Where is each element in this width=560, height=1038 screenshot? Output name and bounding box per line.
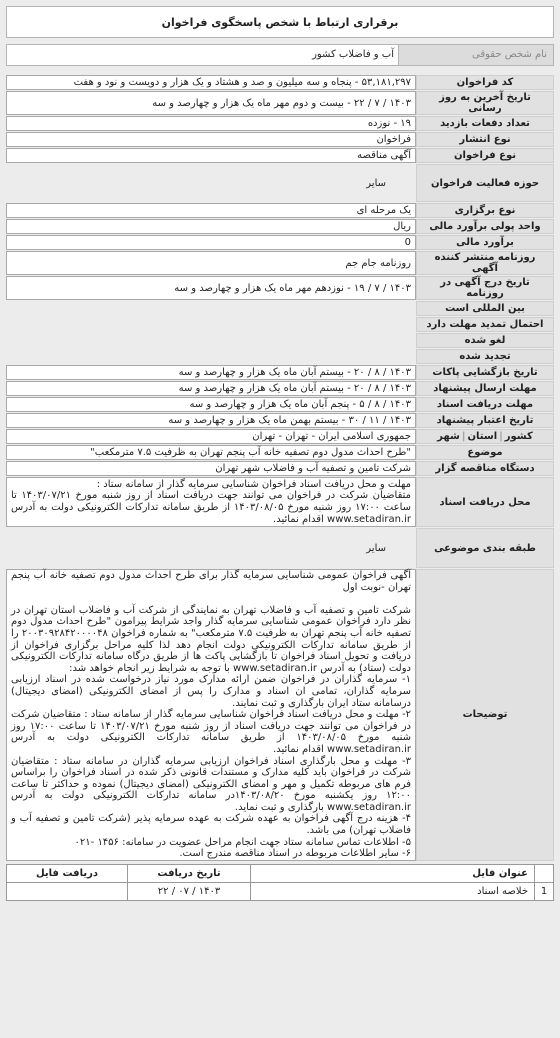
- location-value: جمهوری اسلامی ایران - تهران - تهران: [6, 429, 416, 444]
- file-index: 1: [535, 882, 554, 900]
- stage-type-label: نوع برگزاری: [416, 203, 554, 218]
- file-title: خلاصه اسناد: [251, 882, 535, 900]
- newspaper-date-label: تاریخ درج آگهی در روزنامه: [416, 276, 554, 300]
- files-download-header: دریافت فایل: [7, 864, 128, 882]
- extension-label: احتمال تمدید مهلت دارد: [416, 317, 554, 332]
- newspaper-date-value: ۱۴۰۳ / ۷ / ۱۹ - نوزدهم مهر ماه یک هزار و چهارصد و سه: [6, 276, 416, 300]
- topic-class-label: طبقه بندی موضوعی: [416, 528, 554, 568]
- cancelled-label: لغو شده: [416, 333, 554, 348]
- files-title-header: عنوان فایل: [251, 864, 535, 882]
- update-date-label: تاریخ آخرین به روز رسانی: [416, 91, 554, 115]
- envelope-open-label: تاریخ بازگشایی پاکات: [416, 365, 554, 380]
- activity-area-label: حوزه فعالیت فراخوان: [416, 164, 554, 202]
- publish-type-label: نوع انتشار: [416, 132, 554, 147]
- international-value: [6, 301, 416, 316]
- call-type-value: آگهی مناقصه: [6, 148, 416, 163]
- description-label: توضیحات: [416, 569, 554, 861]
- files-header-row: [7, 864, 554, 882]
- cancelled-value: [6, 333, 416, 348]
- publish-type-value: فراخوان: [6, 132, 416, 147]
- page: [6, 6, 554, 901]
- files-index-header: [535, 864, 554, 882]
- renewed-label: تجدید شده: [416, 349, 554, 364]
- file-download-link[interactable]: [7, 882, 128, 900]
- currency-label: واحد پولی برآورد مالی: [416, 219, 554, 234]
- subject-value: "طرح احداث مدول دوم تصفیه خانه آب پنجم تهران به ظرفیت ۷.۵ مترمکعب": [6, 445, 416, 460]
- newspaper-label: روزنامه منتشر کننده آگهی: [416, 251, 554, 275]
- files-date-header: تاریخ دریافت: [128, 864, 251, 882]
- contact-responder-button[interactable]: برقراری ارتباط با شخص پاسخگوی فراخوان: [6, 6, 554, 38]
- province-label: استان: [467, 431, 498, 442]
- bid-deadline-label: مهلت ارسال پیشنهاد: [416, 381, 554, 396]
- file-date: ۱۴۰۳ / ۰۷ / ۲۲: [128, 882, 251, 900]
- estimate-value: 0: [6, 235, 416, 250]
- subject-label: موضوع: [416, 445, 554, 460]
- legal-person-field: آب و فاضلاب کشور: [7, 45, 399, 65]
- doc-place-label: محل دریافت اسناد: [416, 477, 554, 527]
- call-type-label: نوع فراخوان: [416, 148, 554, 163]
- validity-value: ۱۴۰۳ / ۱۱ / ۳۰ - بیستم بهمن ماه یک هزار و چهارصد و سه: [6, 413, 416, 428]
- activity-area-value: سایر: [6, 164, 416, 202]
- doc-deadline-label: مهلت دریافت اسناد: [416, 397, 554, 412]
- envelope-open-value: ۱۴۰۳ / ۸ / ۲۰ - بیستم آبان ماه یک هزار و چهارصد و سه: [6, 365, 416, 380]
- location-label: کشور|استان|شهر: [416, 429, 554, 444]
- legal-person-label: نام شخص حقوقی: [399, 45, 553, 65]
- update-date-value: ۱۴۰۳ / ۷ / ۲۲ - بیست و دوم مهر ماه یک هزار و چهارصد و سه: [6, 91, 416, 115]
- table-row: [7, 882, 554, 900]
- doc-place-value: مهلت و محل دریافت اسناد فراخوان شناسایی سرمایه گذار از سامانه ستاد : متقاضیان شرکت در فراخوان می توانند جهت دریافت اسناد از روز شنبه مورخ ۱۴۰۳/۰۷/۲۱ تا ساعت ۱۷:۰۰ روز شنبه مورخ ۱۴۰۳/۰۸/۰۵ از طریق سامانه تدارکات الکترونیکی دولت به آدرس www.setadiran.ir اقدام نمائید.: [6, 477, 416, 527]
- views-value: ۱۹ - نوزده: [6, 116, 416, 131]
- renewed-value: [6, 349, 416, 364]
- files-table: [6, 864, 554, 901]
- estimate-label: برآورد مالی: [416, 235, 554, 250]
- currency-value: ریال: [6, 219, 416, 234]
- city-label: شهر: [437, 431, 460, 442]
- stage-type-value: یک مرحله ای: [6, 203, 416, 218]
- tender-details: [6, 74, 554, 862]
- doc-deadline-value: ۱۴۰۳ / ۸ / ۵ - پنجم آبان ماه یک هزار و چهارصد و سه: [6, 397, 416, 412]
- bid-deadline-value: ۱۴۰۳ / ۸ / ۲۰ - بیستم آبان ماه یک هزار و چهارصد و سه: [6, 381, 416, 396]
- organizer-value: شرکت تامین و تصفیه آب و فاضلاب شهر تهران: [6, 461, 416, 476]
- topic-class-value: سایر: [6, 528, 416, 568]
- contact-row: [6, 44, 554, 66]
- newspaper-value: روزنامه جام جم: [6, 251, 416, 275]
- organizer-label: دستگاه مناقصه گزار: [416, 461, 554, 476]
- description-value: آگهی فراخوان عمومی شناسایی سرمایه گذار برای طرح احداث مدول دوم تصفیه خانه آب پنجم تهران -نوبت اول شرکت تامین و تصفیه آب و فاضلاب تهران به نمایندگی از شرکت آب و فاضلاب استان تهران در نظر دارد فراخوان عمومی شناسایی سرمایه گذار واجد شرایط پیرامون "طرح احداث مدول دوم تصفیه خانه آب پنجم تهران به ظرفیت ۷.۵ مترمکعب" به شماره فراخوان ۲۰۰۳۰۹۲۸۴۲۰۰۰۰۴۸ را از طریق سامانه تدارکات الکترونیکی دولت انجام دهد لذا کلیه مراحل برگزاری فراخوان از دریافت و تحویل اسناد فراخوان تا بازگشایی پاکت ها از طریق درگاه سامانه تدارکات الکترونیکی دولت (ستاد) به آدرس www.setadiran.ir با توجه به شرایط زیر انجام خواهد شد: ۱- سرمایه گذاران در فراخوان ضمن ارائه مدارک مورد نیاز درخواست شده در اسناد ارزیابی سرمایه گذاران، تمامی ان اسناد و مدارک را پس از امضای الکترونیکی (امضای دیجیتال) درسامانه ستاد ایران بارگذاری و ثبت نمایند. ۲- مهلت و محل دریافت اسناد فراخوان شناسایی سرمایه گذار از سامانه ستاد : متقاضیان شرکت در فراخوان می توانند جهت دریافت اسناد از روز شنبه مورخ ۱۴۰۳/۰۷/۲۱ تا ساعت ۱۷:۰۰ روز شنبه مورخ ۱۴۰۳/۰۸/۰۵ از طریق سامانه تدارکات الکترونیکی دولت به آدرس www.setadiran.ir اقدام نمائید. ۳- مهلت و محل بارگذاری اسناد فراخوان ارزیابی سرمایه گذاران در سامانه ستاد : متقاضیان شرکت در فراخوان باید کلیه مدارک و مستندات قانونی ذکر شده در اسناد فراخوان را براساس فرم های مربوطه تکمیل و مهر و امضای الکترونیکی (امضای دیجیتال) نموده و حداکثر تا ساعت ۱۲:۰۰ روز یکشنبه مورخ ۱۴۰۳/۰۸/۲۰در سامانه تدارکات الکترونیکی دولت به آدرس www.setadiran.ir بارگذاری و ثبت نماید. ۴- هزینه درج آگهی فراخوان به عهده شرکت به عهده سرمایه پذیر (شرکت تامین و تصفیه آب و فاضلاب تهران) می باشد. ۵- اطلاعات تماس سامانه ستاد جهت انجام مراحل عضویت در سامانه: ۱۴۵۶ -۰۲۱ ۶- سایر اطلاعات مربوطه در اسناد مناقصه مندرج است.: [6, 569, 416, 861]
- code-value: ۵۳,۱۸۱,۲۹۷ - پنجاه و سه میلیون و صد و هشتاد و یک هزار و دویست و نود و هفت: [6, 75, 416, 90]
- code-label: کد فراخوان: [416, 75, 554, 90]
- international-label: بین المللی است: [416, 301, 554, 316]
- extension-value: [6, 317, 416, 332]
- country-label: کشور: [504, 431, 533, 442]
- validity-label: تاریخ اعتبار پیشنهاد: [416, 413, 554, 428]
- views-label: تعداد دفعات بازدید: [416, 116, 554, 131]
